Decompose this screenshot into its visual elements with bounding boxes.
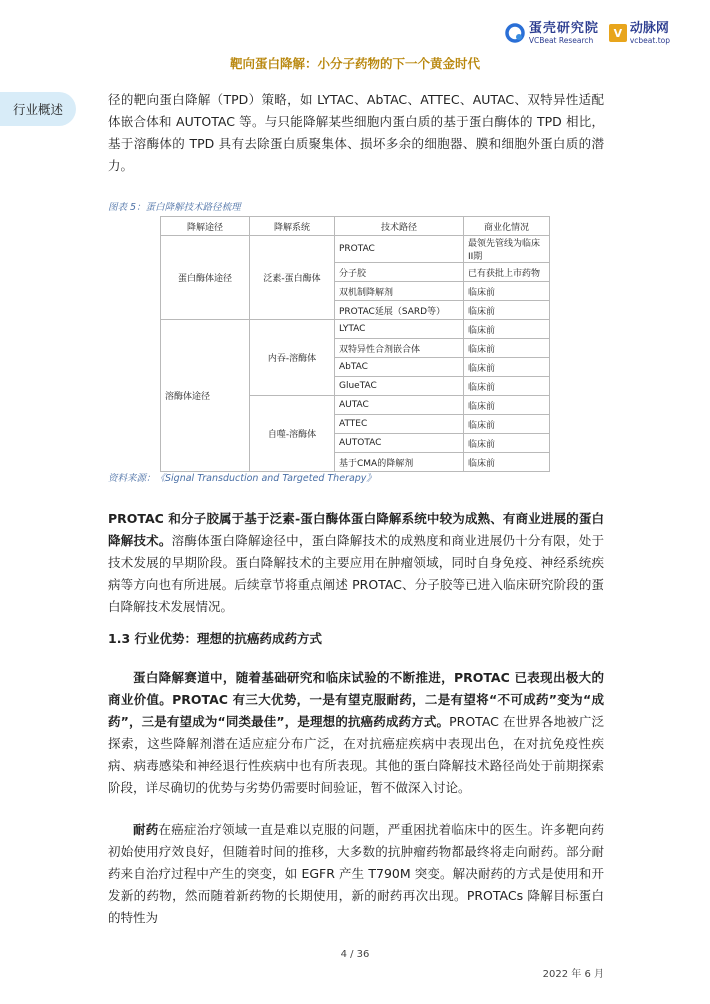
route-cell: PROTAC延展（SARD等） <box>335 301 464 320</box>
section-tab: 行业概述 <box>0 92 76 126</box>
table-header-row <box>161 217 550 236</box>
status-cell: 临床前 <box>464 434 550 453</box>
status-cell: 临床前 <box>464 396 550 415</box>
route-cell: 基于CMA的降解剂 <box>335 453 464 472</box>
route-cell: 分子胶 <box>335 263 464 282</box>
col-header-pathway: 降解途径 <box>161 217 250 236</box>
route-cell: AbTAC <box>335 358 464 377</box>
route-cell: 双特异性合剂嵌合体 <box>335 339 464 358</box>
paragraph-protac-advantages <box>108 667 604 799</box>
table-row <box>161 320 550 339</box>
col-header-commercial: 商业化情况 <box>464 217 550 236</box>
route-cell: AUTAC <box>335 396 464 415</box>
system-cell: 自噬-溶酶体 <box>250 396 335 472</box>
paragraph-protac-mature <box>108 508 604 618</box>
vcbeat-research-logo <box>505 22 599 45</box>
route-cell: AUTOTAC <box>335 434 464 453</box>
report-date: 2022 年 6 月 <box>542 969 604 980</box>
report-title: 靶向蛋白降解：小分子药物的下一个黄金时代 <box>229 56 480 71</box>
body-text: PROTAC 在世界各地被广泛探索，这些降解剂潜在适应症分布广泛，在对抗癌症疾病中表现出色，在对抗免疫性疾病、病毒感染和神经退行性疾病中也有所表现。其他的蛋白降解技术路径尚处于前期探索阶段，详尽确切的优势与劣势仍需要时间验证，暂不做深入讨论。 <box>108 714 604 795</box>
bold-lead: PROTAC 和分子胶属于基于泛素-蛋白酶体蛋白降解系统中较为成熟、有商业进展的蛋白降解技术。 <box>108 511 604 548</box>
logo-a-sub: VCBeat Research <box>528 36 594 45</box>
body-text: 溶酶体蛋白降解途径中，蛋白降解技术的成熟度和商业进展仍十分有限，处于技术发展的早期阶段。蛋白降解技术的主要应用在肿瘤领域，同时自身免疫、神经系统疾病等方向也有所进展。后续章节将重点阐述 PROTAC、分子胶等已进入临床研究阶段的蛋白降解技术发展情况。 <box>108 533 604 614</box>
bold-lead: 耐药 <box>133 822 159 837</box>
header-logos <box>505 22 670 45</box>
logo-b-name: 动脉网 <box>629 21 669 36</box>
paragraph-resistance <box>108 819 604 929</box>
status-cell: 临床前 <box>464 301 550 320</box>
bold-lead: 蛋白降解赛道中，随着基础研究和临床试验的不断推进，PROTAC 已表现出极大的商业价值。PROTAC 有三大优势，一是有望克服耐药，二是有望将“不可成药”变为“成药”，三是有望成为“同类最佳”，是理想的抗癌药成药方式。 <box>108 670 604 729</box>
status-cell: 最领先管线为临床II期 <box>464 236 550 263</box>
pathway-cell: 蛋白酶体途径 <box>161 236 250 320</box>
degradation-tech-table <box>160 216 550 472</box>
route-cell: ATTEC <box>335 415 464 434</box>
table-row <box>161 236 550 263</box>
col-header-system: 降解系统 <box>250 217 335 236</box>
vcbeat-mark-icon: V <box>609 24 627 42</box>
status-cell: 临床前 <box>464 339 550 358</box>
system-cell: 内吞-溶酶体 <box>250 320 335 396</box>
status-cell: 临床前 <box>464 320 550 339</box>
route-cell: GlueTAC <box>335 377 464 396</box>
figure-source: 资料来源：《Signal Transduction and Targeted Therapy》 <box>108 473 376 484</box>
status-cell: 临床前 <box>464 377 550 396</box>
section-heading: 1.3 行业优势：理想的抗癌药成药方式 <box>108 631 322 646</box>
status-cell: 临床前 <box>464 453 550 472</box>
figure-caption: 图表 5：蛋白降解技术路径梳理 <box>108 202 241 213</box>
system-cell: 泛素-蛋白酶体 <box>250 236 335 320</box>
route-cell: 双机制降解剂 <box>335 282 464 301</box>
col-header-route: 技术路径 <box>335 217 464 236</box>
status-cell: 临床前 <box>464 415 550 434</box>
logo-b-sub: vcbeat.top <box>629 36 670 45</box>
logo-a-name: 蛋壳研究院 <box>528 21 599 36</box>
status-cell: 临床前 <box>464 282 550 301</box>
page-number: 4 / 36 <box>340 949 370 960</box>
status-cell: 临床前 <box>464 358 550 377</box>
body-text: 在癌症治疗领域一直是难以克服的问题，严重困扰着临床中的医生。许多靶向药初始使用疗效良好，但随着时间的推移，大多数的抗肿瘤药物都最终将走向耐药。部分耐药来自治疗过程中产生的突变，如 EGFR 产生 T790M 突变。解决耐药的方式是使用和开发新的药物，然而随着新药物的长期使用，新的耐药再次出现。PROTACs 降解目标蛋白的特性为 <box>108 822 604 925</box>
status-cell: 已有获批上市药物 <box>464 263 550 282</box>
pathway-cell: 溶酶体途径 <box>161 320 250 472</box>
egg-logo-icon <box>505 23 525 43</box>
paragraph-lysosome: 径的靶向蛋白降解（TPD）策略，如 LYTAC、AbTAC、ATTEC、AUTAC、双特异性适配体嵌合体和 AUTOTAC 等。与只能降解某些细胞内蛋白质的基于蛋白酶体的 TPD 相比，基于溶酶体的 TPD 具有去除蛋白质聚集体、损坏多余的细胞器、膜和细胞外蛋白质的潜力。 <box>108 92 604 173</box>
vcbeat-logo <box>609 22 670 45</box>
route-cell: LYTAC <box>335 320 464 339</box>
route-cell: PROTAC <box>335 236 464 263</box>
